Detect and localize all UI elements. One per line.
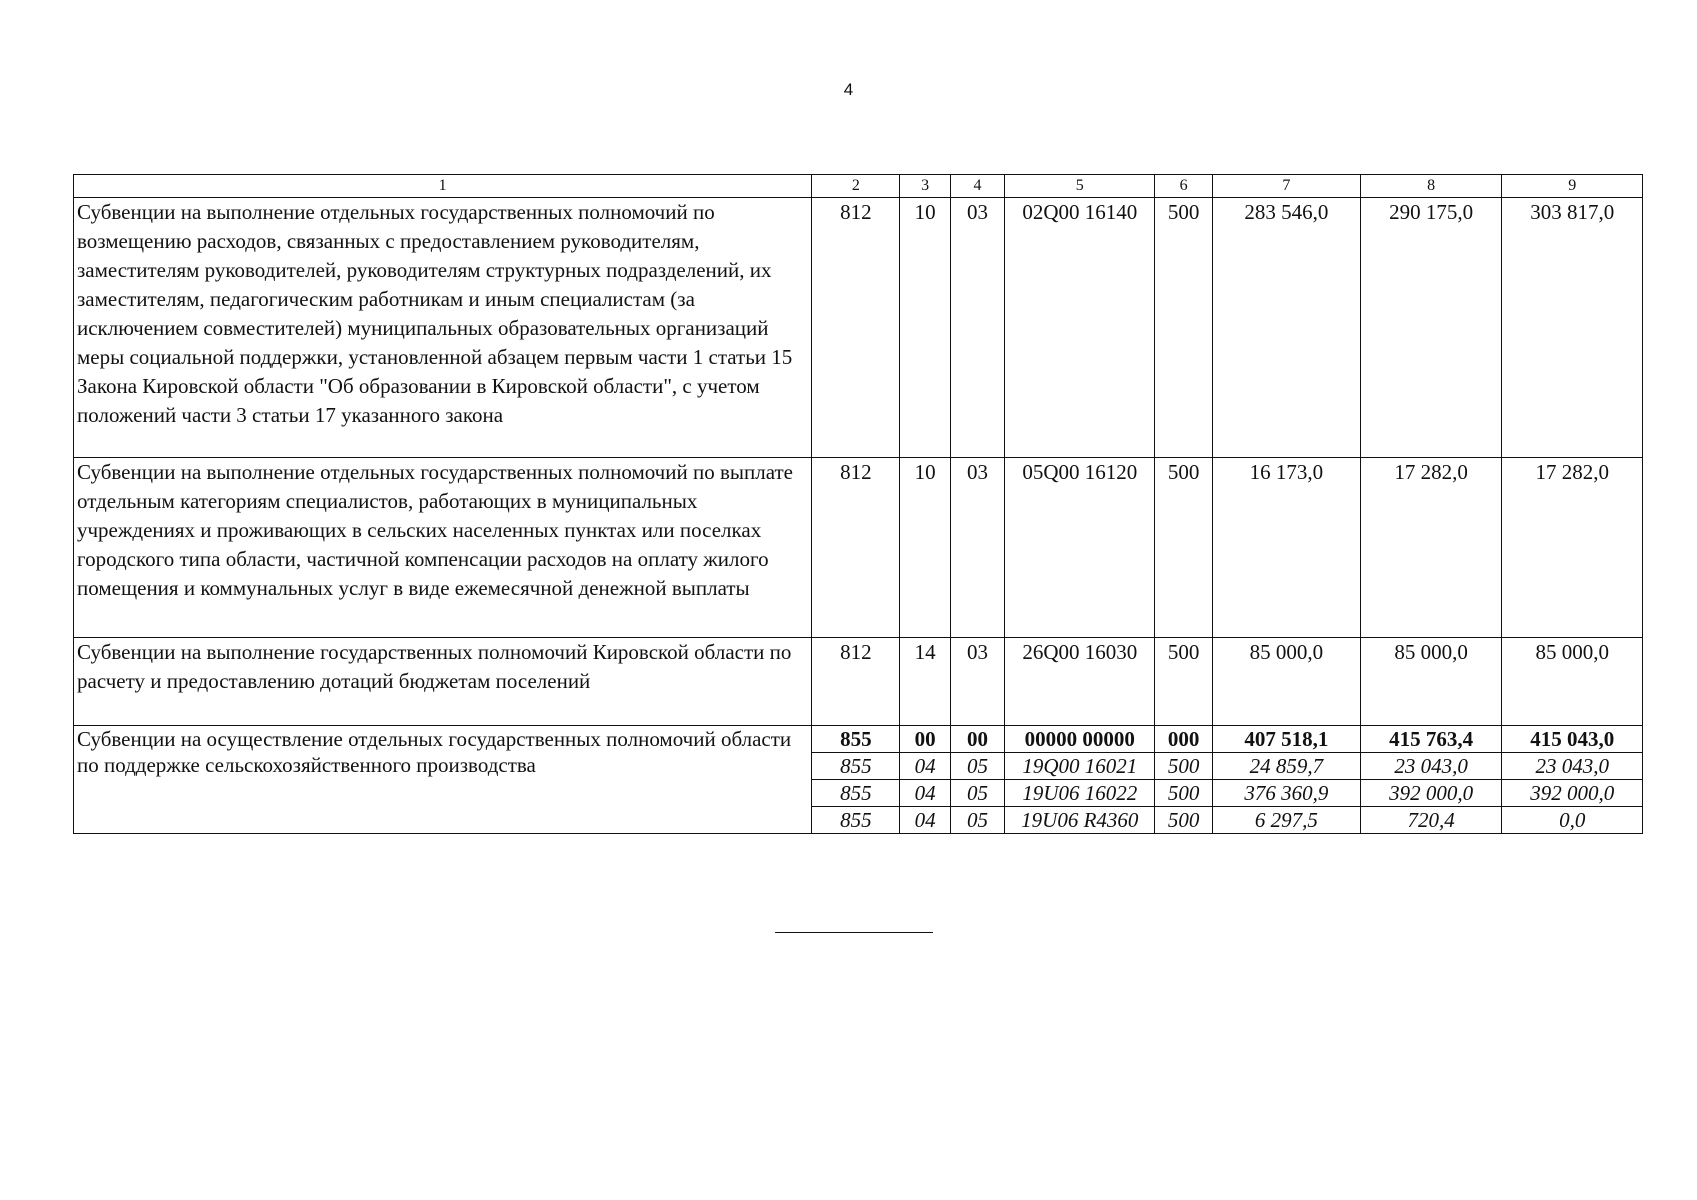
row-description: Субвенции на выполнение государственных полномочий Кировской области по расчету и предоставлению дотаций бюджетам поселений <box>74 638 812 726</box>
table-cell: 03 <box>950 458 1005 638</box>
header-cell: 5 <box>1005 175 1155 198</box>
table-cell: 812 <box>812 638 900 726</box>
header-cell: 3 <box>900 175 950 198</box>
table-cell: 376 360,9 <box>1212 780 1360 807</box>
table-cell: 03 <box>950 198 1005 458</box>
row-description: Субвенции на выполнение отдельных государственных полномочий по возмещению расходов, связанных с предоставлением руководителям, заместителям руководителей, руководителям структурных подразделений, их заместителям, педагогическим работникам и иным специалистам (за исключением совместителей) муниципальных образовательных организаций меры социальной поддержки, установленной абзацем первым части 1 статьи 15 Закона Кировской области "Об образовании в Кировской области", с учетом положений части 3 статьи 17 указанного закона <box>74 198 812 458</box>
table-cell: 85 000,0 <box>1502 638 1643 726</box>
page-number: 4 <box>843 80 854 99</box>
table-cell: 05 <box>950 807 1005 834</box>
table-cell: 415 763,4 <box>1360 726 1502 753</box>
table-cell: 00000 00000 <box>1005 726 1155 753</box>
table-cell: 85 000,0 <box>1212 638 1360 726</box>
table-cell: 303 817,0 <box>1502 198 1643 458</box>
table-cell: 407 518,1 <box>1212 726 1360 753</box>
table-cell: 855 <box>812 726 900 753</box>
table-row <box>74 458 1643 638</box>
table-cell: 16 173,0 <box>1212 458 1360 638</box>
table-cell: 17 282,0 <box>1360 458 1502 638</box>
table-cell: 290 175,0 <box>1360 198 1502 458</box>
table-cell: 812 <box>812 458 900 638</box>
table-cell: 415 043,0 <box>1502 726 1643 753</box>
header-cell: 6 <box>1155 175 1213 198</box>
table-cell: 10 <box>900 458 950 638</box>
table-cell: 00 <box>950 726 1005 753</box>
table-cell: 17 282,0 <box>1502 458 1643 638</box>
table-cell: 14 <box>900 638 950 726</box>
table-cell: 19Q00 16021 <box>1005 753 1155 780</box>
table-cell: 85 000,0 <box>1360 638 1502 726</box>
header-cell: 9 <box>1502 175 1643 198</box>
table-row-total <box>74 726 1643 753</box>
table-cell: 000 <box>1155 726 1213 753</box>
table-cell: 26Q00 16030 <box>1005 638 1155 726</box>
table-cell: 10 <box>900 198 950 458</box>
table-row <box>74 638 1643 726</box>
table-cell: 720,4 <box>1360 807 1502 834</box>
table-cell: 05 <box>950 753 1005 780</box>
header-cell: 8 <box>1360 175 1502 198</box>
table-cell: 24 859,7 <box>1212 753 1360 780</box>
table-cell: 500 <box>1155 780 1213 807</box>
header-cell: 1 <box>74 175 812 198</box>
table-cell: 05 <box>950 780 1005 807</box>
row-description: Субвенции на выполнение отдельных государственных полномочий по выплате отдельным категориям специалистов, работающих в муниципальных учреждениях и проживающих в сельских населенных пунктах или поселках городского типа области, частичной компенсации расходов на оплату жилого помещения и коммунальных услуг в виде ежемесячной денежной выплаты <box>74 458 812 638</box>
table-cell: 23 043,0 <box>1502 753 1643 780</box>
header-cell: 2 <box>812 175 900 198</box>
table-cell: 04 <box>900 780 950 807</box>
table-cell: 855 <box>812 753 900 780</box>
header-cell: 7 <box>1212 175 1360 198</box>
table-cell: 855 <box>812 807 900 834</box>
table-cell: 03 <box>950 638 1005 726</box>
table-row <box>74 198 1643 458</box>
table-cell: 283 546,0 <box>1212 198 1360 458</box>
table-cell: 6 297,5 <box>1212 807 1360 834</box>
row-description: Субвенции на осуществление отдельных государственных полномочий области по поддержке сельскохозяйственного производства <box>74 726 812 834</box>
table-cell: 02Q00 16140 <box>1005 198 1155 458</box>
table-cell: 500 <box>1155 638 1213 726</box>
table-cell: 04 <box>900 753 950 780</box>
table-cell: 19U06 R4360 <box>1005 807 1155 834</box>
table-cell: 500 <box>1155 458 1213 638</box>
table-cell: 04 <box>900 807 950 834</box>
table-cell: 500 <box>1155 753 1213 780</box>
table-cell: 500 <box>1155 198 1213 458</box>
table-cell: 812 <box>812 198 900 458</box>
header-cell: 4 <box>950 175 1005 198</box>
table-cell: 0,0 <box>1502 807 1643 834</box>
table-cell: 23 043,0 <box>1360 753 1502 780</box>
table-cell: 500 <box>1155 807 1213 834</box>
header-row <box>74 175 1643 198</box>
table-cell: 392 000,0 <box>1360 780 1502 807</box>
budget-table <box>73 174 1643 834</box>
table-cell: 05Q00 16120 <box>1005 458 1155 638</box>
table-cell: 392 000,0 <box>1502 780 1643 807</box>
table-cell: 19U06 16022 <box>1005 780 1155 807</box>
table-cell: 00 <box>900 726 950 753</box>
table-cell: 855 <box>812 780 900 807</box>
footer-divider <box>775 932 933 933</box>
